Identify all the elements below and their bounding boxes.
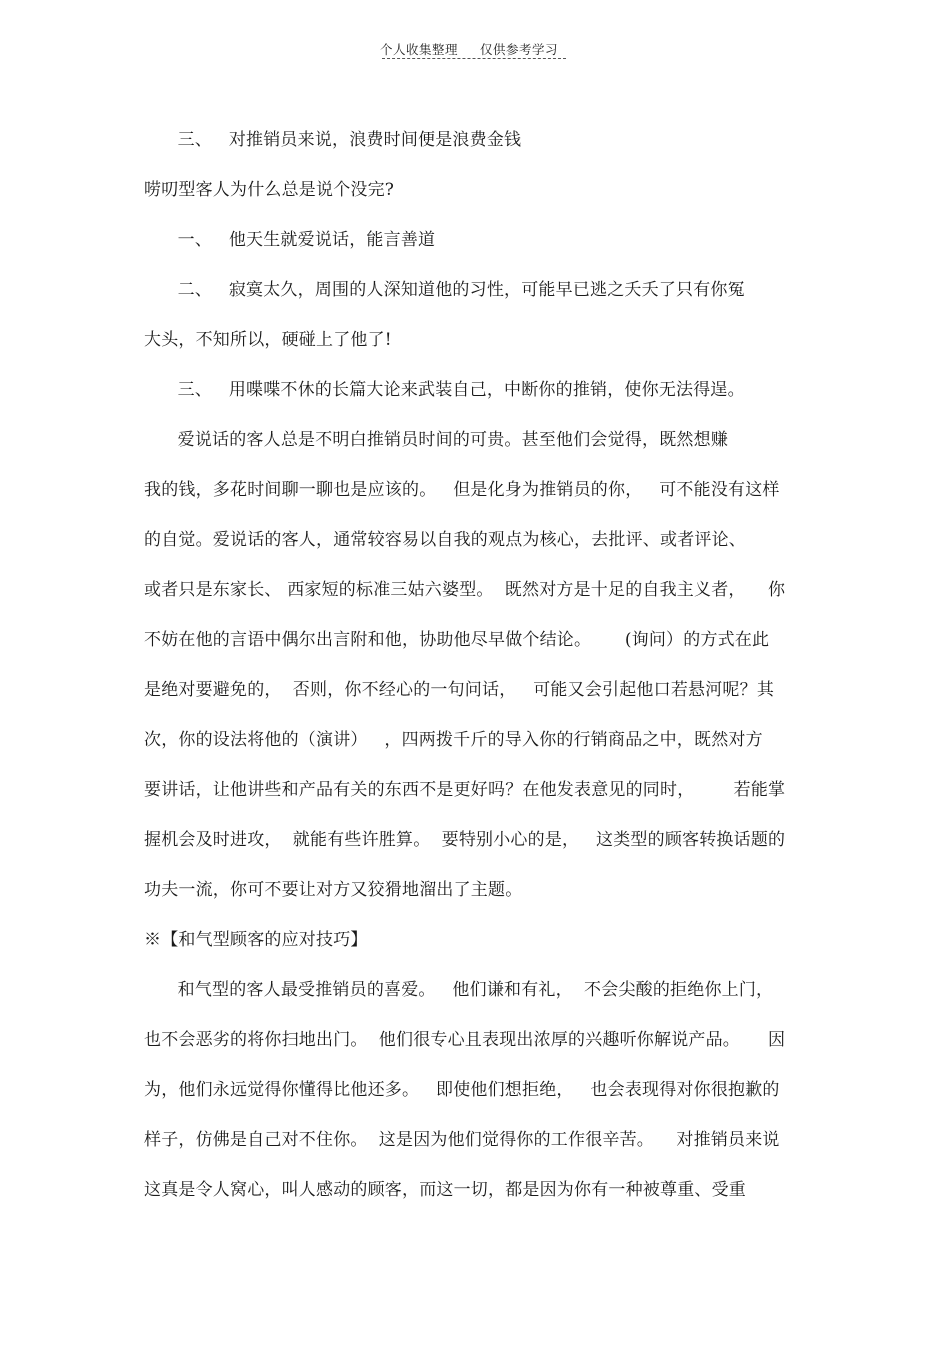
header-right-text: 仅供参考学习 xyxy=(480,42,559,57)
text-line: 功夫一流，你可不要让对方又狡猾地溜出了主题。 xyxy=(144,880,523,900)
header-left-text: 个人收集整理 xyxy=(380,42,459,57)
text-line: 的自觉。爱说话的客人，通常较容易以自我的观点为核心，去批评、或者评论、 xyxy=(144,530,746,550)
text-line: 唠叨型客人为什么总是说个没完? xyxy=(144,180,395,200)
text-line: 二、 寂寞太久，周围的人深知道他的习性，可能早已逃之夭夭了只有你冤 xyxy=(144,280,745,300)
text-line: 和气型的客人最受推销员的喜爱。 他们谦和有礼， 不会尖酸的拒绝你上门， xyxy=(144,980,774,1000)
text-line: 一、 他天生就爱说话，能言善道 xyxy=(144,230,436,250)
text-line: 样子，仿佛是自己对不住你。 这是因为他们觉得你的工作很辛苦。 对推销员来说 xyxy=(144,1130,780,1150)
page-header xyxy=(380,40,558,58)
header-rule xyxy=(382,58,566,59)
text-line: 为，他们永远觉得你懂得比他还多。 即使他们想拒绝， 也会表现得对你很抱歉的 xyxy=(144,1080,780,1100)
text-line: 次，你的设法将他的（演讲） ，四两拨千斤的导入你的行销商品之中，既然对方 xyxy=(144,730,763,750)
text-line: 爱说话的客人总是不明白推销员时间的可贵。甚至他们会觉得，既然想赚 xyxy=(144,430,729,450)
text-line: 或者只是东家长、 西家短的标准三姑六婆型。 既然对方是十足的自我主义者， 你 xyxy=(144,580,786,600)
text-line: 不妨在他的言语中偶尔出言附和他，协助他尽早做个结论。 (询问）的方式在此 xyxy=(144,630,770,650)
text-line: 三、 对推销员来说，浪费时间便是浪费金钱 xyxy=(144,130,522,150)
section-heading: ※【和气型顾客的应对技巧】 xyxy=(144,930,368,950)
text-line: 也不会恶劣的将你扫地出门。 他们很专心且表现出浓厚的兴趣听你解说产品。 因 xyxy=(144,1030,786,1050)
text-line: 我的钱，多花时间聊一聊也是应该的。 但是化身为推销员的你， 可不能没有这样 xyxy=(144,480,780,500)
text-line: 三、 用喋喋不休的长篇大论来武装自己，中断你的推销，使你无法得逞。 xyxy=(144,380,745,400)
text-line: 这真是令人窝心，叫人感动的顾客，而这一切，都是因为你有一种被尊重、受重 xyxy=(144,1180,746,1200)
text-line: 大头，不知所以，硬碰上了他了! xyxy=(144,330,392,350)
text-line: 是绝对要避免的， 否则，你不经心的一句问话， 可能又会引起他口若悬河呢？其 xyxy=(144,680,775,700)
text-line: 要讲话，让他讲些和产品有关的东西不是更好吗？在他发表意见的同时， 若能掌 xyxy=(144,780,786,800)
text-line: 握机会及时进攻， 就能有些许胜算。 要特别小心的是， 这类型的顾客转换话题的 xyxy=(144,830,786,850)
